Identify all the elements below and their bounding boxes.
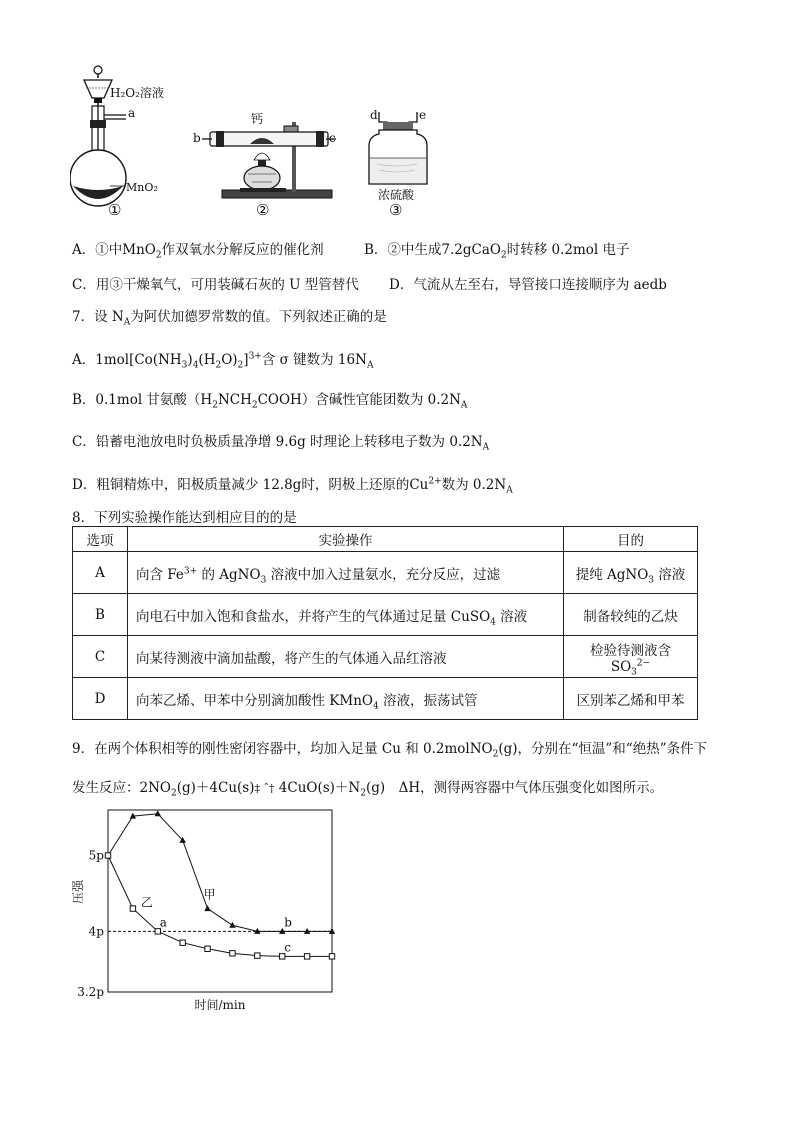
header-purpose: 目的 [564,527,698,552]
y-axis-label: 压强 [71,879,85,905]
q7-option-a: A．$1mol[Co(NH_3)_4(H_2O)_2]^{3+}$含 σ 键数为 $16N_A$ [72,351,374,371]
label-a: a [128,106,136,120]
label-d: d [370,108,378,122]
label-conc-sulfuric: 浓硫酸 [378,188,415,202]
data-point-triangle [304,928,310,934]
series-label-yi: 乙 [140,895,153,910]
q7-option-b: B．0.1mol 甘氨酸$(H_2NCH_2COOH)$含碱性官能团数为 $0.2N_A$ [72,392,468,411]
y-tick-label: 3.2p [77,985,104,999]
label-calcium: 钙 [251,112,264,126]
series-line-triangle [108,814,332,932]
row-purpose: 提纯 AgNO$_3$ 溶液 [564,552,698,594]
point-label-c: c [284,940,291,955]
table-row [73,594,698,636]
data-point-square [230,951,235,956]
series-label-jia: 甲 [203,887,216,902]
data-point-square [155,929,160,934]
q6-option-a: A．①中MnO$_2$作双氧水分解反应的催化剂 [72,242,324,261]
data-point-triangle [204,905,210,911]
q7-stem: 7．设 $N_A$为阿伏加德罗常数的值。下列叙述正确的是 [72,309,387,328]
figure-caption-3: ③ [389,201,403,219]
data-point-square [105,853,110,858]
label-b: b [193,131,201,145]
reversible-arrow: ‡ ˆ† [254,782,275,795]
figure-heating-tube-apparatus [200,108,340,203]
table-row [73,678,698,720]
data-point-triangle [329,928,335,934]
label-mno2: MnO₂ [126,181,158,194]
data-point-square [329,954,334,959]
q6-option-d: D．气流从左至右，导管接口连接顺序为 aedb [389,277,667,293]
row-option: B [73,594,128,636]
pressure-time-chart [70,802,345,1017]
y-tick-label: 4p [88,924,104,939]
q9-line-2: 发生反应：$2NO_2(g)+4Cu(s)\ddagger$ ˆ† $4CuO(s)+N_2(g)$ ΔH，测得两容器中气体压强变化如图所示。 [72,780,664,799]
data-point-square [280,954,285,959]
row-purpose: 区别苯乙烯和甲苯 [564,678,698,720]
q6-option-b: B．②中生成7.2gCaO$_2$时转移 0.2mol 电子 [364,242,630,261]
row-operation: 向苯乙烯、甲苯中分别滴加酸性 KMnO$_4$ 溶液，振荡试管 [128,678,564,720]
row-purpose: 制备较纯的乙炔 [564,594,698,636]
data-point-square [130,906,135,911]
header-option: 选项 [73,527,128,552]
row-option: D [73,678,128,720]
label-e: e [419,108,427,122]
row-option: A [73,552,128,594]
data-point-triangle [229,922,235,928]
q6-option-c: C．用③干燥氧气，可用装碱石灰的 U 型管替代 [72,277,359,293]
data-point-square [180,940,185,945]
table-header-row [73,527,698,552]
q8-table [72,526,698,720]
point-label-a: a [159,915,167,930]
row-operation: 向电石中加入饱和食盐水，并将产生的气体通过足量 CuSO$_4$ 溶液 [128,594,564,636]
figure-caption-2: ② [256,201,270,219]
data-point-square [205,946,210,951]
q9-line-1: 9．在两个体积相等的刚性密闭容器中，均加入足量 Cu 和 0.2molNO$_2$(g)，分别在“恒温”和“绝热”条件下 [72,741,708,760]
q8-stem: 8．下列实验操作能达到相应目的的是 [72,510,297,526]
header-operation: 实验操作 [128,527,564,552]
q7-option-c: C．铅蓄电池放电时负极质量净增 9.6g 时理论上转移电子数为 $0.2N_A$ [72,434,490,453]
label-c: c [329,131,336,145]
x-axis-label: 时间/min [194,998,246,1012]
row-option: C [73,636,128,678]
y-tick-label: 5p [88,848,104,863]
table-row [73,552,698,594]
row-operation: 向某待测液中滴加盐酸，将产生的气体通入品红溶液 [128,636,564,678]
figure-caption-1: ① [108,201,122,219]
data-point-square [255,953,260,958]
row-purpose: 检验待测液含 $SO_3^{2-}$ [564,636,698,678]
data-point-triangle [155,810,161,816]
table-row [73,636,698,678]
label-h2o2: H₂O₂溶液 [110,86,164,100]
q7-option-d: D．粗铜精炼中，阳极质量减少 12.8g时，阴极上还原的$Cu^{2+}$数为 $0.2N_A$ [72,476,513,496]
point-label-b: b [284,915,292,930]
data-point-square [304,954,309,959]
row-operation: 向含 $Fe^{3+}$ 的 AgNO$_3$ 溶液中加入过量氨水，充分反应，过滤 [128,552,564,594]
